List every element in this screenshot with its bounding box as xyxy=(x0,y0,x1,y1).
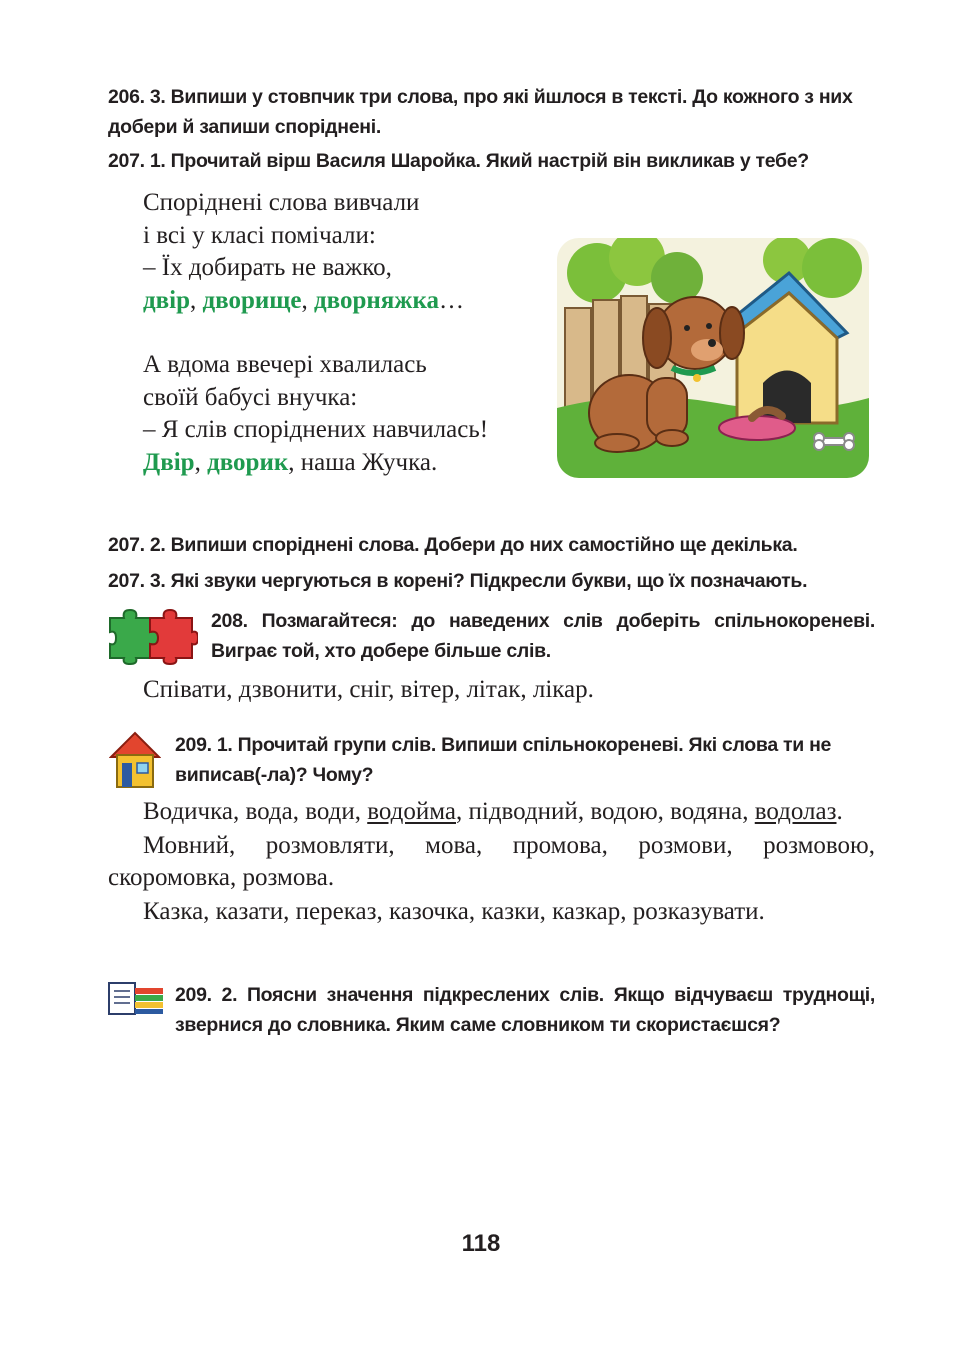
poem-line-1: Споріднені слова вивчали xyxy=(143,189,420,216)
underlined-word: водолаз xyxy=(754,798,837,825)
task-206-3: 206. 3. Випиши у стовпчик три слова, про які йшлося в тексті. До кожного з них добери й запиши споріднені. xyxy=(108,86,853,138)
poem xyxy=(143,187,488,479)
highlight-word: дворик xyxy=(207,448,289,476)
books-icon xyxy=(107,980,165,1016)
poem-line-4: двір, дворище, дворняжка… xyxy=(143,286,464,314)
poem-line-5: А вдома ввечері хвалилась xyxy=(143,351,427,378)
poem-line-3: – Їх добирать не важко, xyxy=(143,254,392,281)
highlight-word: дворище xyxy=(202,286,302,314)
house-icon xyxy=(109,731,161,789)
exercise-209-words xyxy=(108,796,875,928)
page-number: 118 xyxy=(461,1230,501,1257)
poem-line-8: Двір, дворик, наша Жучка. xyxy=(143,448,438,476)
word-group-1: Водичка, вода, води, водойма, підводний, водою, водяна, водолаз. xyxy=(143,798,843,825)
poem-line-7: – Я слів споріднених навчилась! xyxy=(143,416,489,443)
highlight-word: двір xyxy=(143,286,190,314)
word-group-2: Мовний, розмовляти, мова, промова, розмови, розмовою, скоромовка, розмова. xyxy=(108,832,875,891)
task-207-3: 207. 3. Які звуки чергуються в корені? Підкресли букви, що їх позначають. xyxy=(108,570,808,592)
exercise-208-words: Співати, дзвонити, сніг, вітер, літак, лікар. xyxy=(143,676,594,703)
task-209-1: 209. 1. Прочитай групи слів. Випиши спільнокореневі. Які слова ти не виписав(-ла)? Чому? xyxy=(175,734,832,786)
dog-doghouse-illustration xyxy=(557,238,869,478)
poem-line-2: і всі у класі помічали: xyxy=(143,221,376,249)
puzzle-icon xyxy=(106,608,198,666)
task-209-2: 209. 2. Поясни значення підкреслених слів. Якщо відчуваєш труднощі, звернися до словника. Яким саме словником ти скористаєшся? xyxy=(175,984,875,1036)
task-208: 208. Позмагайтеся: до наведених слів доберіть спільнокореневі. Виграє той, хто добере більше слів. xyxy=(211,610,875,662)
underlined-word: водойма xyxy=(367,798,456,825)
poem-line-6: своїй бабусі внучка: xyxy=(143,383,358,411)
task-207-2: 207. 2. Випиши споріднені слова. Добери до них самостійно ще декілька. xyxy=(108,534,798,556)
highlight-word: дворняжка xyxy=(314,286,439,314)
task-207-1: 207. 1. Прочитай вірш Василя Шаройка. Який настрій він викликав у тебе? xyxy=(108,150,809,172)
word-group-3: Казка, казати, переказ, казочка, казки, казкар, розказувати. xyxy=(143,898,765,925)
highlight-word: Двір xyxy=(143,448,195,476)
